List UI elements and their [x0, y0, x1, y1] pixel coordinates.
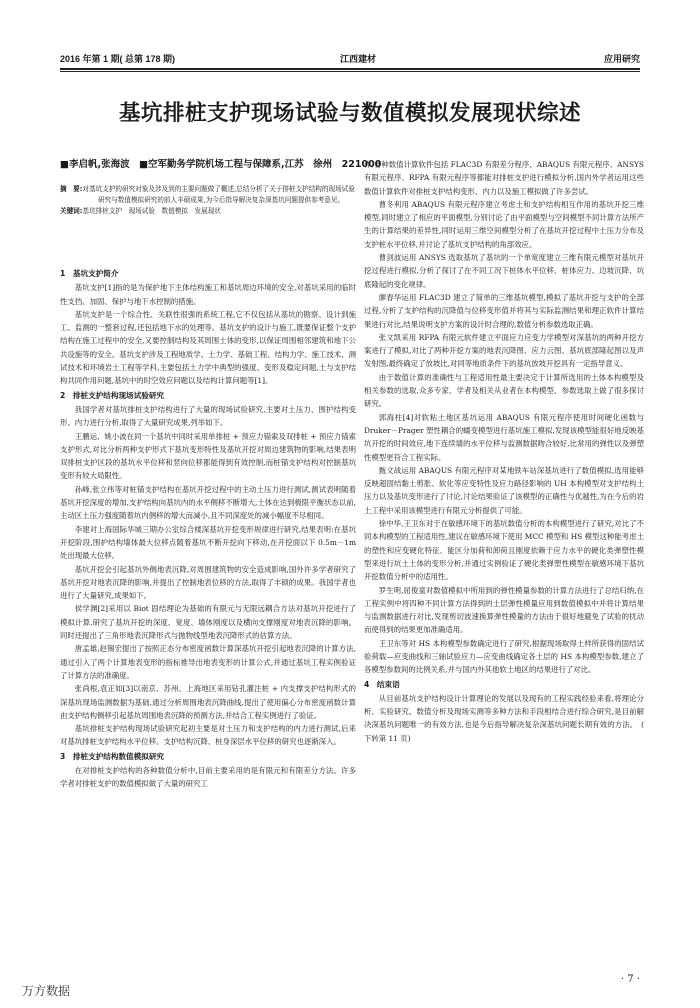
body-paragraph: 基坑支护[1]指的是为保护地下主体结构施工和基坑周边环境的安全,对基坑采用的临时性支挡、加固、保护与地下水控制的措施。 [60, 283, 356, 306]
body-paragraph: 由于数值计算的准确性与工程适用性最主要决定于计算所选用的土体本构模型及相关参数的选取,众多专家、学者及相关从业者在本构模型、参数选取上做了很多探讨研究。 [364, 372, 644, 409]
body-paragraph: 李建对上海国际华城三期办公室综合楼深基坑开挖变形规律进行研究,结果表明:在基坑开挖阶段,围护结构墙体最大位移点随着基坑不断开挖向下移动,在开挖面以下 0.5m－1m 处出现最大位移。 [60, 524, 356, 561]
body-paragraph: 作,各种数值计算软件包括 FLAC3D 有限差分程序、ABAQUS 有限元程序、ANSYS 有限元程序、RFPA 有限元程序等都能对排桩支护进行模拟分析,国内外学者运用这些数值计算软件对排桩支护结构变形、内力以及施工模拟做了许多尝试。 [364, 160, 644, 196]
body-paragraph: 张文凯采用 RFPA 有限元软件建立平面应力应变力学模型对深基坑的两种开挖方案进行了模拟,对比了两种开挖方案的地表沉降图、应力云图、基坑底部隆起图以及声发射图,最终确定了放坡比,对同等地质条件下的基坑放坡开挖具有一定指导意义。 [364, 332, 644, 369]
header-rule-thin [60, 71, 640, 72]
section-heading: 3 排桩支护结构数值模拟研究 [60, 751, 165, 761]
issue-info: 2016 年第 1 期( 总第 178 期) [60, 54, 176, 64]
body-paragraph: 我国学者对基坑排桩支护结构进行了大量的现场试验研究,主要对土压力、围护结构变形、内力进行分析,取得了大量研究成果,列举如下。 [60, 404, 356, 428]
body-paragraph: 郭海柱[4]对软粘土地区基坑运用 ABAQUS 有限元程序使用时间硬化函数与 Druker－Prager 塑性耦合的蠕变模型进行基坑施工模拟,发现该模型能很好地反映基坑开挖的时间效应,地下连续墙的水平位移与监测数据吻合较好,比常用的弹性以及弹塑性模型更符合工程实际。 [364, 412, 644, 462]
page-number: · 7 · [620, 974, 640, 985]
body-paragraph: 基坑开挖会引起基坑外侧地表沉降,对周围建筑物的安全造成影响,国外许多学者研究了基坑开挖对地表沉降的影响,并提出了控制地表位移的方法,取得了丰硕的成果。我国学者也进行了大量研究,成果如下。 [60, 564, 356, 601]
body-paragraph: 曹冬利用 ABAQUS 有限元程序建立考虑土和支护结构相互作用的基坑开挖三维模型,同时建立了相应的平面模型,分别讨论了由平面模型与空间模型不同计算方法所产生的计算结果的差异性,同时运用三维空间模型分析了在基坑开挖过程中土压力分布及支护桩水平位移,并讨论了基坑支护结构的角部效应。 [364, 199, 644, 249]
keywords-text: 基坑排桩支护 现场试验 数值模拟 发展现状 [82, 207, 221, 215]
body-paragraph: 在对排桩支护结构的各种数值分析中,目前主要采用的是有限元和有限差分方法。许多学者对排桩支护的数值模拟做了大量的研究工 [60, 765, 356, 789]
section-heading: 1 基坑支护简介 [60, 269, 119, 278]
abstract-label: 摘 要: [60, 185, 83, 193]
abstract-block [60, 184, 356, 217]
body-paragraph: 罗生明,屈俊童对数值模拟中所用到的弹性模量参数的计算方法进行了总结归纳,在工程实例中将四种不同计算方法得到的土层弹性模量应用到数值模拟中并将计算结果与监测数据进行对比,发现剪切波速换算弹性模量的方法由于很好地避免了试验的扰动而使得到的结果更加准确适用。 [364, 585, 644, 635]
keywords-label: 关键词: [60, 207, 83, 215]
header-rule [60, 68, 640, 70]
author-line: ■李启帆,张海波 ■空军勤务学院机场工程与保障系,江苏 徐州 221000 [60, 159, 382, 170]
section-heading: 2 排桩支护结构现场试验研究 [60, 390, 165, 400]
paper-title: 基坑排桩支护现场试验与数值模拟发展现状综述 [118, 101, 581, 126]
body-paragraph: 唐孟雄,赵锡宏提出了按照正态分布密度函数计算深基坑开挖引起地表沉降的计算方法,通过引入了两个计算地表变形的指标推导出地表变形的计算公式,并通过基坑工程实例验证了计算方法的准确度。 [60, 644, 356, 680]
body-paragraph: 侯学渊[2]采用以 Biot 固结理论为基础的有限元与无限远耦合方法对基坑开挖进行了模拟计算,研究了基坑开挖的深度、宽度、墙体刚度以及横向支撑刚度对地表沉降的影响。同时还提出了三角形地表沉降形式与抛物线型地表沉降形式的估算方法。 [60, 604, 356, 641]
footer-watermark: 万方数据 [22, 984, 71, 998]
body-paragraph: 曹剑波运用 ANSYS 选取基坑了基坑的一个单宽度建立三维有限元模型对基坑开挖过程进行模拟,分析了探讨了在不同工况下桩体水平位移、桩体应力、边坡沉降、坑底隆起的变化规律。 [364, 253, 644, 289]
body-paragraph: 廖春华运用 FLAC3D 建立了简单的三维基坑模型,模拟了基坑开挖与支护的全部过程,分析了支护结构的沉降值与位移变形值并将其与实际监测结果和理正软件计算结果进行对比,结果说明支护方案的设计时合理的,数值分析参数选取正确。 [364, 292, 644, 329]
body-paragraph: 王鹏运、姚小波在同一个基坑中同时采用单排桩 + 预应力锚索及双排桩 + 预应力锚索支护形式,对比分析两种支护形式下基坑变形特性及基坑开挖对周边建筑物的影响,结果表明双排桩支护区段的基坑水平位移和竖向位移都能得到有效控制,而桩锚支护结构对控制基坑变形有较大局限性。 [60, 431, 356, 481]
body-paragraph: 甄文战运用 ABAQUS 有限元程序对某地铁车站深基坑进行了数值模拟,选用能够反映超固结黏土剪胀、软化等应变特性及应力路径影响的 UH 本构模型对支护结构土压力以及基坑变形进行了讨论,讨论结果验证了该模型的正确性与优越性,为在今后的岩土工程中采用该模型进行有限元分析提供了可能。 [364, 465, 644, 515]
body-paragraph: 王卫东等对 HS 本构模型参数确定进行了研究,根据现场取得土样所获得的固结试验荷载—应变曲线和三轴试验应力—应变曲线确定各土层的 HS 本构模型参数,建立了各模型参数间的比例关系,并与国内外其他软土地区的结果进行了对比。 [364, 638, 644, 675]
section-heading: 4 结束语 [364, 679, 400, 689]
body-paragraph: 基坑支护是一个综合性、关联性很强的系统工程,它不仅包括从基坑的勘察、设计到施工、监测的一整套过程,还包括地下水的处理等。基坑支护的设计与施工,既要保证整个支护结构在施工过程中的安全,又要控制结构及其周围土体的变形,以保证周围相邻建筑和地下公共设施等的安全。基坑支护涉及工程地质学、土力学、基础工程、结构力学、施工技术、测试技术和环境岩土工程等学科,主要包括土力学中典型的强度、变形及稳定问题,土与支护结构共同作用问题,基坑中的时空效应问题以及结构计算问题等[1]。 [60, 309, 356, 386]
abstract-text: 对基坑支护的研究对象及涉及到的主要问题做了概述,总结分析了关于排桩支护结构的现场试验研究与数值模拟研究的前人丰硕成果,为今后指导解决复杂深基坑问题提供参考意见。 [82, 185, 355, 204]
left-column [60, 266, 356, 791]
body-paragraph: 张尚根,袁正如[3]以南京、苏州、上海地区采用钻孔灌注桩 + 内支撑支护结构形式的深基坑现场监测数据为基础,通过分析周围地表沉降曲线,提出了使用偏心分布密度函数计算由支护结构侧移引起基坑周围地表沉降的预测方法,并结合工程实例进行了验证。 [60, 684, 356, 720]
keywords [60, 206, 356, 217]
journal-name: 江西建材 [340, 54, 377, 64]
body-paragraph: 徐中华,王卫东对于在敏感环境下的基坑数值分析的本构模型进行了研究,对比了不同本构模型的工程适用性,建议在敏感环境下使用 MCC 模型和 HS 模型这种能考虑土的塑性和应变硬化特征、能区分加荷和卸荷且刚度依赖于应力水平的硬化类弹塑性模型来进行坑土土体的变形分析,并通过实例验证了硬化类弹塑性模型在敏感环境下基坑开挖数值分析中的适用性。 [364, 519, 644, 582]
body-paragraph: 孙峰,张立伟等对桩锚支护结构在基坑开挖过程中的主动土压力进行测试,测试表明随着基坑开挖深度的增加,支护结构向基坑内的水平侧移不断增大,土体在达到极限平衡状态以前,主动区土压力强度随着坑内侧移的增大而减小,且不同深度处的减小幅度不尽相同。 [60, 484, 356, 521]
body-paragraph: 从目前基坑支护结构设计计算理论的发展以及现有的工程实践经验来看,将理论分析、实验研究、数值分析及现场实测等多种方法和手段相结合进行综合研究,是目前解决深基坑问题唯一的有效方法,也是今后指导解决复杂深基坑问题长期有效的方法。 ( 下转第 11 页) [364, 693, 644, 743]
body-paragraph: 基坑排桩支护结构现场试验研究起初主要是对土压力和支护结构的内力进行测试,后来对基坑排桩支护结构水平位移、支护结构沉降、桩身深层水平位移的研究也逐渐深入。 [60, 724, 356, 747]
abstract-summary [60, 184, 356, 206]
right-column [364, 158, 644, 745]
section-name: 应用研究 [603, 54, 640, 64]
running-header [60, 48, 640, 66]
